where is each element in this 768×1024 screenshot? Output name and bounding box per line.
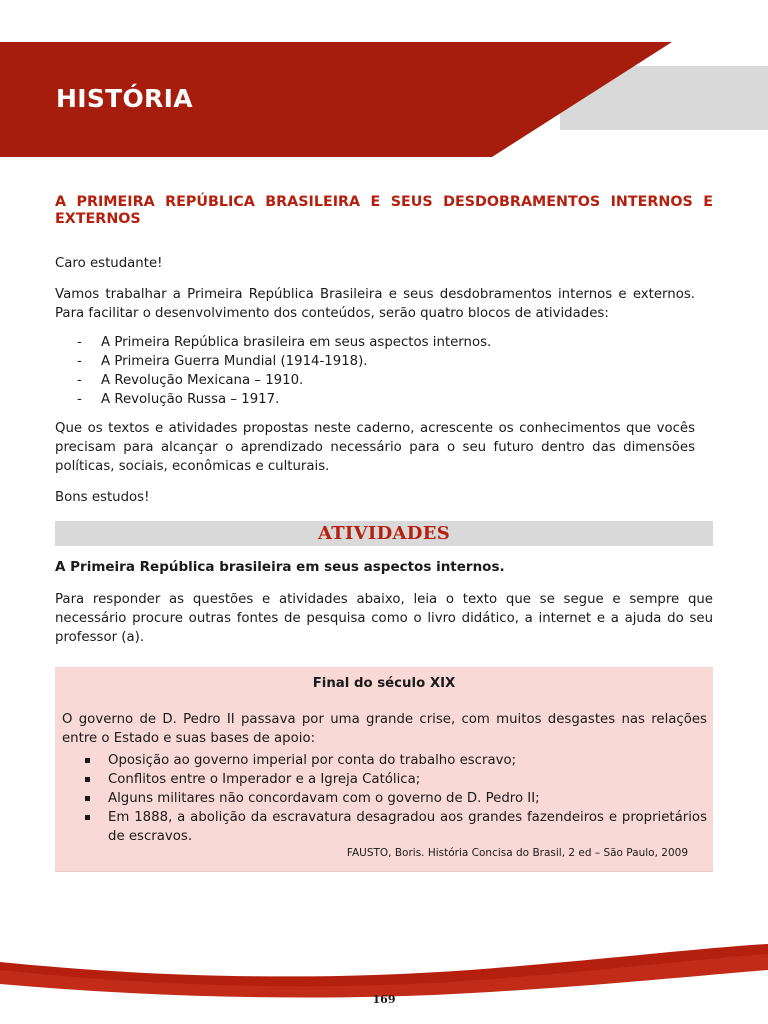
blocks-list: [55, 333, 491, 409]
intro-paragraph-2: Que os textos e atividades propostas neste caderno, acrescente os conhecimentos que vocês precisam para alcançar o aprendizado necessário para o seu futuro dentro das dimensões políticas, sociais, econômicas e culturais.: [55, 421, 695, 474]
box-title: Final do século XIX: [312, 676, 456, 691]
reading-box: [55, 667, 713, 871]
citation: FAUSTO, Boris. História Concisa do Brasil, 2 ed – São Paulo, 2009: [346, 847, 688, 859]
main-title-line2: EXTERNOS: [55, 211, 141, 227]
activities-instructions: Para responder as questões e atividades abaixo, leia o texto que se segue e sempre que necessário procure outras fontes de pesquisa como o livro didático, a internet e a ajuda do seu professor (a).: [55, 592, 713, 645]
bullet-icon: [85, 796, 90, 801]
list-item: Conflitos entre o Imperador e a Igreja Católica;: [62, 770, 707, 789]
greeting: Caro estudante!: [55, 256, 163, 271]
bullet-icon: [85, 777, 90, 782]
intro-paragraph: Vamos trabalhar a Primeira República Brasileira e seus desdobramentos internos e externos. Para facilitar o desenvolvimento dos conteúdos, serão quatro blocos de atividades:: [55, 287, 695, 321]
list-item: - A Primeira República brasileira em seus aspectos internos.: [77, 335, 492, 350]
bullet-icon: [85, 815, 90, 820]
activities-band: [55, 521, 713, 546]
list-item: Em 1888, a abolição da escravatura desagradou aos grandes fazendeiros e proprietários de escravos.: [62, 808, 707, 846]
box-divider: [55, 871, 713, 872]
list-item: Alguns militares não concordavam com o governo de D. Pedro II;: [62, 789, 707, 808]
list-item: - A Revolução Mexicana – 1910.: [77, 373, 304, 388]
box-paragraph: O governo de D. Pedro II passava por uma grande crise, com muitos desgastes nas relações entre o Estado e suas bases de apoio:: [62, 712, 707, 746]
activities-heading: ATIVIDADES: [317, 523, 451, 544]
section-title: HISTÓRIA: [56, 84, 193, 113]
main-title: [55, 194, 713, 228]
footer-wave: [0, 940, 768, 1024]
page-number: 169: [372, 993, 396, 1006]
main-title-line1: A PRIMEIRA REPÚBLICA BRASILEIRA E SEUS DESDOBRAMENTOS INTERNOS E: [55, 194, 713, 210]
list-item: Oposição ao governo imperial por conta do trabalho escravo;: [62, 751, 707, 770]
list-item: - A Primeira Guerra Mundial (1914-1918).: [77, 354, 368, 369]
closing: Bons estudos!: [55, 490, 150, 505]
activities-subheading: A Primeira República brasileira em seus aspectos internos.: [55, 559, 505, 575]
list-item: - A Revolução Russa – 1917.: [77, 392, 280, 407]
box-list: [62, 751, 707, 846]
header-banner: [0, 0, 768, 160]
bullet-icon: [85, 758, 90, 763]
